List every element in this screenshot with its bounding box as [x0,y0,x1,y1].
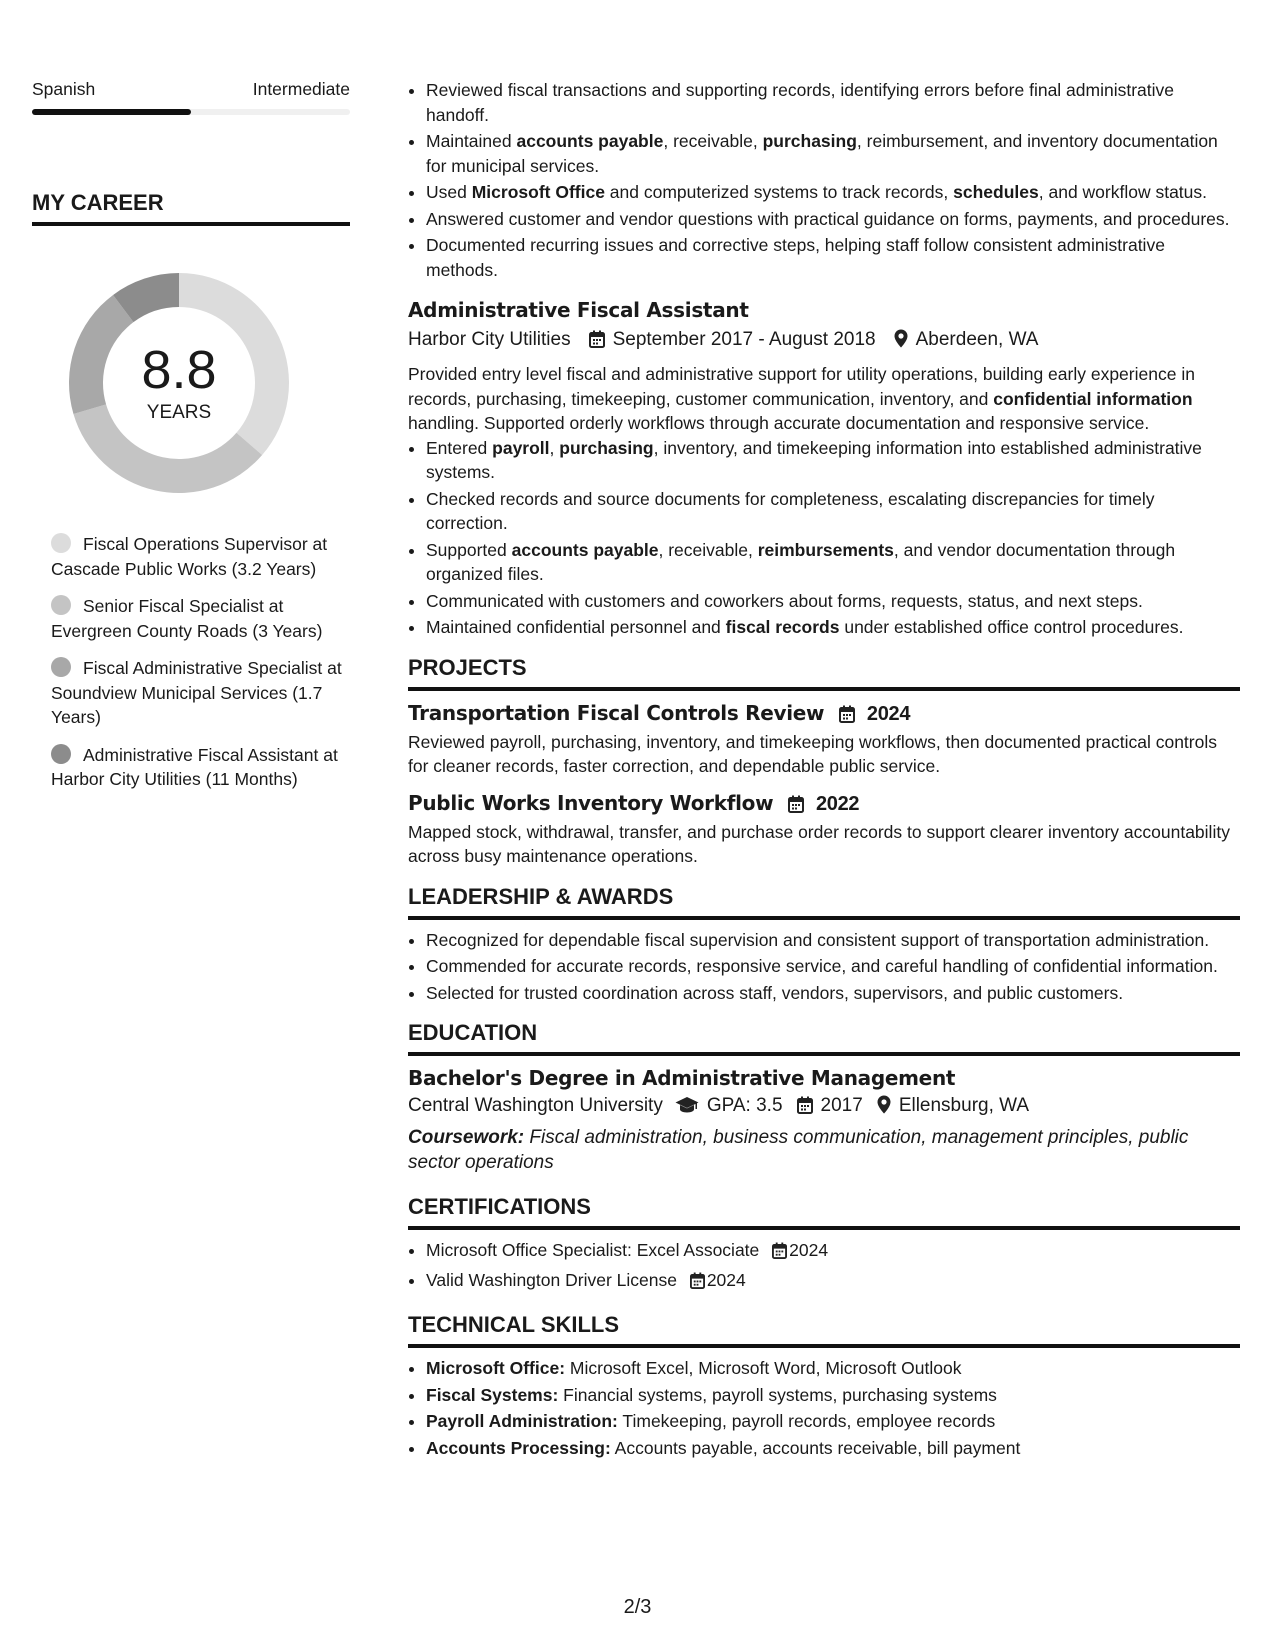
project-item [408,699,1240,779]
map-pin-icon [877,1095,891,1123]
language-bar-fill [32,109,191,115]
legend-label: Senior Fiscal Specialist at Evergreen County Roads (3 Years) [51,596,323,641]
skill-label: Fiscal Systems: [426,1384,559,1405]
skill-item [426,1356,1240,1381]
skill-value: Accounts payable, accounts receivable, bill payment [610,1437,1021,1458]
legend-dot [51,533,71,553]
career-legend [32,532,350,792]
graduation-year: 2017 [820,1095,863,1116]
skill-value: Timekeeping, payroll records, employee records [617,1411,996,1431]
skill-item [426,1436,1240,1461]
job-company: Harbor City Utilities [408,329,571,350]
calendar-icon [839,702,855,730]
project-description: Reviewed payroll, purchasing, inventory, and timekeeping workflows, then documented practical controls for cleaner records, faster correction, and dependable public service. [408,731,1217,776]
language-level: Intermediate [252,79,350,99]
certification-item [426,1238,1240,1266]
awards-list [408,928,1240,1006]
main-content [408,78,1240,1462]
language-bar [32,109,350,115]
legend-dot [51,595,71,615]
certification-name: Valid Washington Driver License [426,1269,677,1290]
coursework-text: Fiscal administration, business communication, management principles, public sector operations [408,1127,1189,1173]
graduation-cap-icon [675,1095,699,1123]
project-year: 2024 [866,702,911,725]
award-item: • Recognized for dependable fiscal supervision and consistent support of transportation administration. [426,928,1240,953]
job-location: Aberdeen, WA [915,329,1039,350]
skills-list [408,1356,1240,1460]
project-year: 2022 [815,792,860,815]
skills-heading: TECHNICAL SKILLS [408,1311,1240,1348]
award-item: • Commended for accurate records, responsive service, and careful handling of confidential information. [426,954,1240,979]
education-location: Ellensburg, WA [898,1095,1030,1116]
skill-item [426,1409,1240,1434]
career-donut [66,270,292,496]
legend-label: Fiscal Administrative Specialist at Soundview Municipal Services (1.7 Years) [51,658,342,727]
certification-year: 2024 [706,1269,746,1290]
donut-center [66,270,292,496]
skill-value: Financial systems, payroll systems, purchasing systems [558,1384,997,1405]
certifications-heading: CERTIFICATIONS [408,1193,1240,1230]
sidebar [32,78,350,805]
calendar-icon [772,1241,787,1266]
job-dates: September 2017 - August 2018 [612,329,876,350]
certification-year: 2024 [789,1240,829,1260]
education-heading: EDUCATION [408,1019,1240,1056]
coursework-label: Coursework: [408,1127,525,1148]
legend-dot [51,744,71,764]
skill-item [426,1383,1240,1408]
award-item: • Selected for trusted coordination across staff, vendors, supervisors, and public customers. [426,981,1240,1006]
gpa: GPA: 3.5 [706,1095,783,1116]
skill-label: Microsoft Office: [426,1358,566,1378]
school-name: Central Washington University [408,1095,663,1116]
page-number: 2/3 [623,1596,652,1618]
skill-label: Payroll Administration: [426,1411,618,1431]
skill-label: Accounts Processing: [426,1437,611,1458]
previous-job-bullets [408,78,1240,282]
calendar-icon [788,792,804,820]
bullet-item: • Documented recurring issues and corrective steps, helping staff follow consistent administrative methods. [426,233,1240,282]
project-title-row [408,789,1240,820]
legend-label: Fiscal Operations Supervisor at Cascade Public Works (3.2 Years) [51,534,328,579]
project-title: Public Works Inventory Workflow [408,790,774,815]
map-pin-icon [894,329,908,357]
bullet-item: • Checked records and source documents for completeness, escalating discrepancies for timely correction. [426,487,1240,536]
legend-dot [51,657,71,677]
certification-item [426,1268,1240,1296]
coursework [408,1125,1240,1175]
job-title: Administrative Fiscal Assistant [408,298,749,322]
total-years-value: 8.8 [141,340,217,400]
legend-label: Administrative Fiscal Assistant at Harbor City Utilities (11 Months) [51,744,338,789]
legend-item [51,594,350,643]
bullet-item: • Answered customer and vendor questions with practical guidance on forms, payments, and procedures. [426,207,1240,232]
education-meta [408,1092,1240,1123]
bullet-item: • Reviewed fiscal transactions and supporting records, identifying errors before final administrative handoff. [426,78,1240,127]
project-item [408,789,1240,869]
skill-value: Microsoft Excel, Microsoft Word, Microsoft Outlook [565,1358,962,1378]
career-heading: MY CAREER [32,189,350,226]
calendar-icon [797,1095,813,1123]
bullet-item: • Maintained confidential personnel and fiscal records under established office control procedures. [426,615,1240,640]
legend-item [51,532,350,581]
language-row [32,78,350,100]
language-name: Spanish [32,79,96,99]
bullet-item: • Entered payroll, purchasing, inventory, and timekeeping information into established administrative systems. [426,436,1240,485]
calendar-icon [690,1271,705,1296]
project-description: Mapped stock, withdrawal, transfer, and purchase order records to support clearer inventory accountability across busy maintenance operations. [408,821,1230,866]
bullet-item: • Communicated with customers and coworkers about forms, requests, status, and next steps. [426,589,1240,614]
calendar-icon [589,329,605,357]
total-years-unit: YEARS [146,402,212,423]
awards-heading: LEADERSHIP & AWARDS [408,883,1240,920]
legend-item [51,743,350,792]
job-meta [408,326,1240,357]
projects-heading: PROJECTS [408,654,1240,691]
job-bullets [408,436,1240,640]
degree-title: Bachelor's Degree in Administrative Management [408,1066,956,1090]
bullet-item: • Used Microsoft Office and computerized systems to track records, schedules, and workflow status. [426,180,1240,205]
project-title-row [408,699,1240,730]
bullet-item: • Supported accounts payable, receivable, reimbursements, and vendor documentation through organized files. [426,538,1240,587]
legend-item [51,656,350,730]
bullet-item: • Maintained accounts payable, receivable, purchasing, reimbursement, and inventory documentation for municipal services. [426,129,1240,178]
job-description: Provided entry level fiscal and administrative support for utility operations, building early experience in records, purchasing, timekeeping, customer communication, inventory, and confidential information handling. Supported orderly workflows through accurate documentation and responsive service. [408,364,1195,433]
certification-name: Microsoft Office Specialist: Excel Associate [426,1240,760,1260]
certifications-list [408,1238,1240,1295]
project-title: Transportation Fiscal Controls Review [408,700,825,725]
